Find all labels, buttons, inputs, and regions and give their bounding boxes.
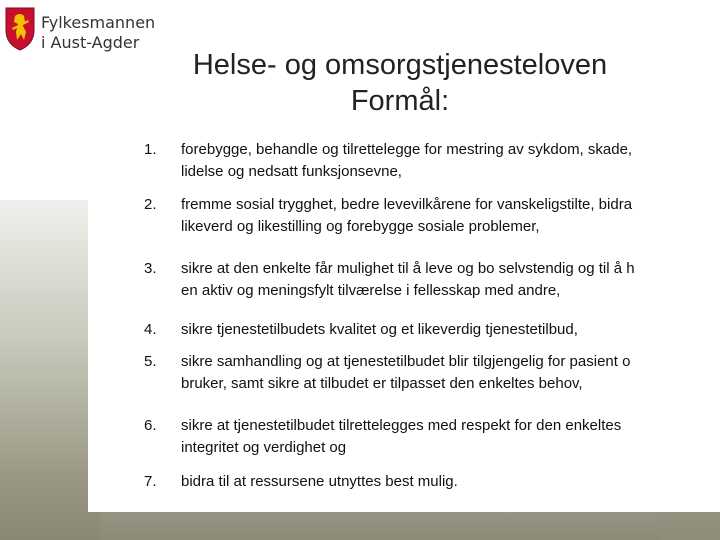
- item-text-line1: forebygge, behandle og tilrettelegge for mestring av sykdom, skade,: [181, 141, 633, 158]
- item-text-line1: sikre samhandling og at tjenestetilbudet blir tilgjengelig for pasient o: [181, 353, 631, 370]
- item-text-line1: sikre at den enkelte får mulighet til å leve og bo selvstendig og til å h: [181, 260, 635, 277]
- background-landscape-left: [0, 200, 100, 540]
- item-number: 4.: [144, 321, 157, 338]
- item-text-line2: likeverd og likestilling og forebygge sosiale problemer,: [181, 218, 540, 235]
- page-title: [100, 47, 700, 119]
- item-text-line2: bruker, samt sikre at tilbudet er tilpasset den enkeltes behov,: [181, 375, 583, 392]
- coat-of-arms-icon: [4, 4, 36, 52]
- item-number: 2.: [144, 196, 157, 213]
- content-box: [88, 125, 720, 512]
- title-line2: Formål:: [350, 85, 450, 117]
- item-text-line1: bidra til at ressursene utnyttes best mulig.: [181, 473, 458, 490]
- item-text-line1: fremme sosial trygghet, bedre levevilkårene for vanskeligstilte, bidra: [181, 196, 633, 213]
- item-text-line2: en aktiv og meningsfylt tilværelse i fellesskap med andre,: [181, 282, 561, 299]
- item-text-line2: lidelse og nedsatt funksjonsevne,: [181, 163, 402, 180]
- item-number: 7.: [144, 473, 157, 490]
- item-number: 1.: [144, 141, 157, 158]
- logo-text-line1: Fylkesmannen: [41, 13, 156, 32]
- item-text-line1: sikre tjenestetilbudets kvalitet og et likeverdig tjenestetilbud,: [181, 321, 578, 338]
- item-text-line2: integritet og verdighet og: [181, 439, 347, 456]
- item-text-line1: sikre at tjenestetilbudet tilrettelegges med respekt for den enkeltes: [181, 417, 622, 434]
- item-number: 6.: [144, 417, 157, 434]
- title-line1: Helse- og omsorgstjenesteloven: [192, 49, 608, 81]
- item-number: 3.: [144, 260, 157, 277]
- logo-text-line2: i Aust-Agder: [41, 33, 140, 52]
- item-number: 5.: [144, 353, 157, 370]
